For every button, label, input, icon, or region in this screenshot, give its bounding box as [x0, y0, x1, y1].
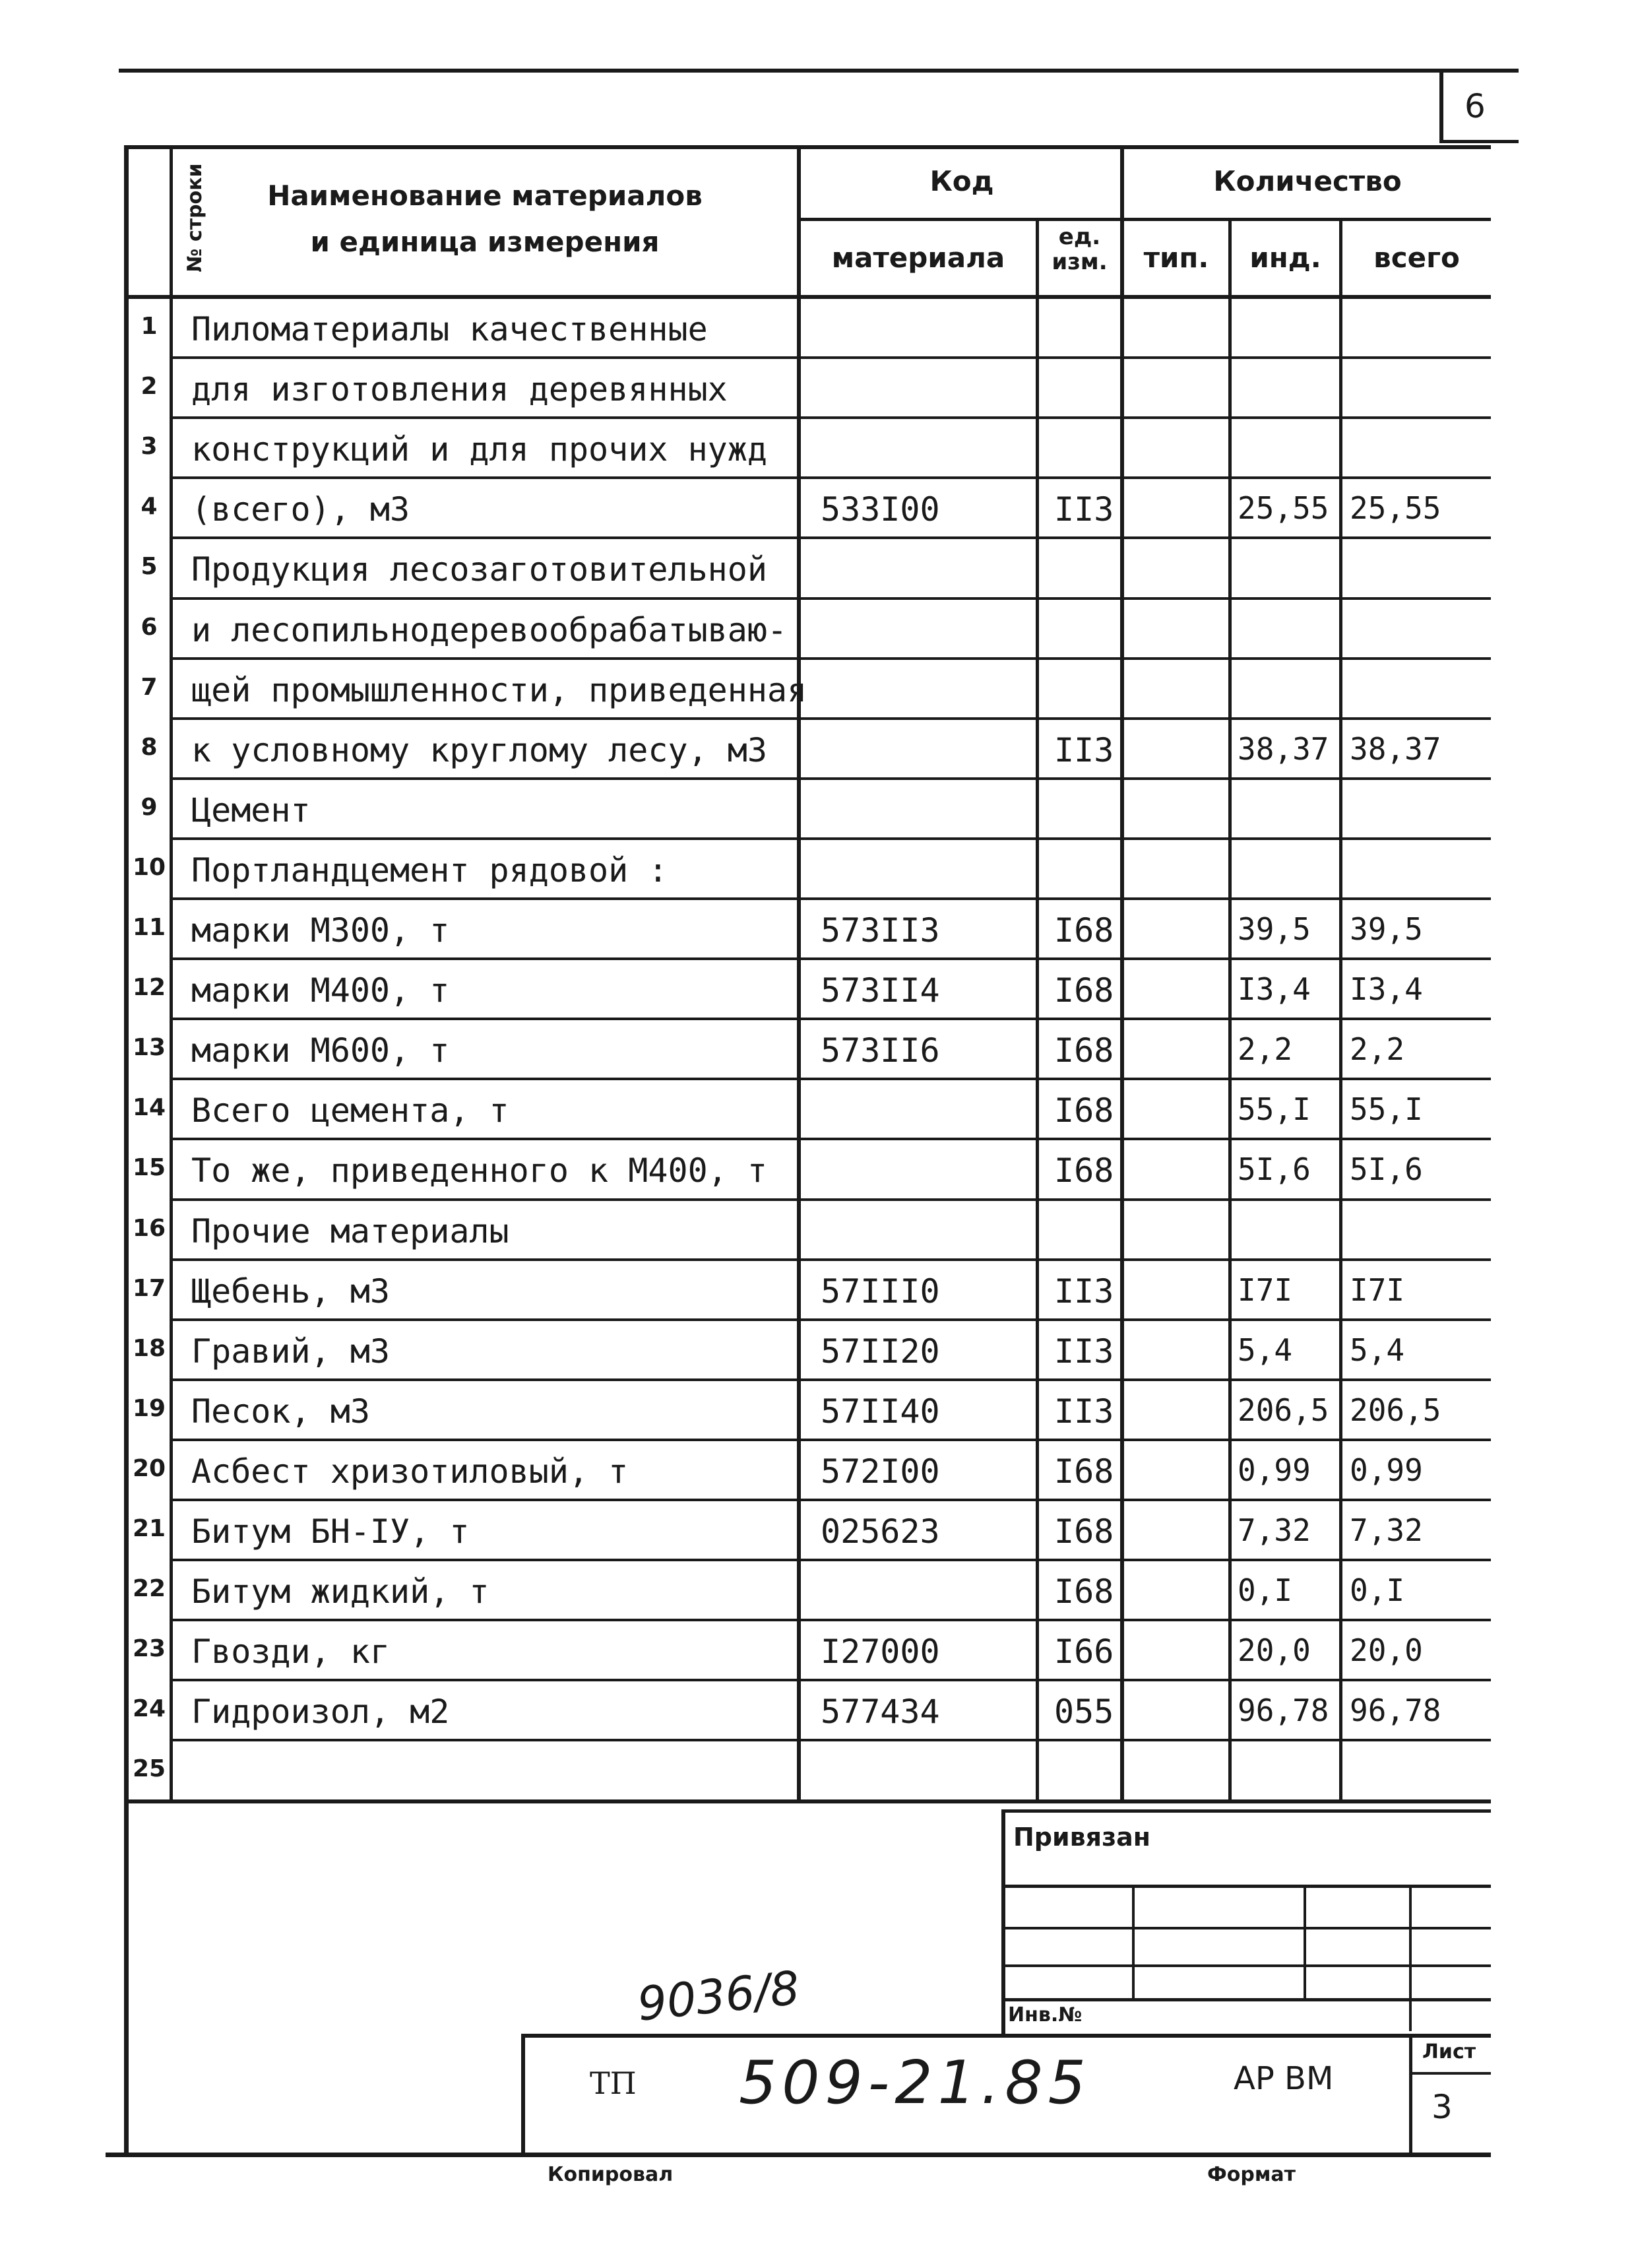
stamp-sheet-left — [1409, 2034, 1412, 2153]
row-separator — [170, 1378, 1491, 1381]
row-name: для изготовления деревянных — [191, 370, 728, 409]
row-ind: 2,2 — [1238, 1031, 1293, 1068]
row-number: 4 — [141, 493, 158, 521]
handwritten-number: 9036/8 — [635, 1960, 802, 2032]
row-unit: I66 — [1054, 1633, 1114, 1671]
header-row-no: № строки — [183, 163, 206, 273]
row-name: марки М300, т — [191, 911, 450, 950]
row-number: 8 — [141, 733, 158, 761]
row-ind: 96,78 — [1238, 1693, 1329, 1729]
row-name: Щебень, м3 — [191, 1272, 391, 1311]
row-ind: 20,0 — [1238, 1633, 1311, 1669]
row-code: 025623 — [821, 1512, 940, 1551]
row-name: Битум БН-IУ, т — [191, 1512, 470, 1551]
row-total: 7,32 — [1350, 1512, 1423, 1548]
row-ind: 0,I — [1238, 1572, 1293, 1609]
row-unit: II3 — [1054, 1392, 1114, 1431]
row-ind: I3,4 — [1238, 971, 1311, 1008]
row-unit: II3 — [1054, 490, 1114, 529]
row-number: 18 — [132, 1334, 166, 1362]
row-name: щей промышленности, приведенная — [191, 670, 807, 709]
row-number: 2 — [141, 373, 158, 401]
row-number: 24 — [132, 1695, 166, 1723]
row-total: 96,78 — [1350, 1693, 1441, 1729]
row-ind: 7,32 — [1238, 1512, 1311, 1548]
row-unit: II3 — [1054, 1272, 1114, 1311]
stamp-tp: ТП — [590, 2065, 637, 2101]
row-total: I7I — [1350, 1272, 1405, 1308]
stamp-line-2 — [1001, 1927, 1491, 1929]
page-number-underline — [1439, 140, 1519, 143]
row-code: 572I00 — [821, 1452, 940, 1491]
col-divider-unit — [1120, 146, 1124, 1803]
row-number: 23 — [132, 1635, 166, 1663]
row-name: Всего цемента, т — [191, 1091, 509, 1130]
page-number: 6 — [1464, 87, 1486, 125]
frame-top — [124, 145, 1491, 149]
stamp-col-2 — [1304, 1886, 1306, 1999]
row-separator — [170, 536, 1491, 539]
row-number: 10 — [132, 853, 166, 881]
row-total: 206,5 — [1350, 1392, 1441, 1428]
row-code: 57II40 — [821, 1392, 940, 1431]
row-separator — [170, 957, 1491, 960]
row-unit: I68 — [1054, 1151, 1114, 1190]
row-separator — [170, 1439, 1491, 1441]
stamp-main-top — [521, 2034, 1491, 2038]
stamp-privyazan: Привязан — [1013, 1823, 1151, 1852]
row-separator — [170, 597, 1491, 600]
row-separator — [170, 1198, 1491, 1201]
row-code: I27000 — [821, 1633, 940, 1671]
row-name: Цемент — [191, 791, 311, 829]
row-separator — [170, 1258, 1491, 1261]
row-separator — [170, 1739, 1491, 1741]
row-total: 0,99 — [1350, 1452, 1423, 1488]
row-number: 6 — [141, 613, 158, 641]
row-code: 573II4 — [821, 971, 940, 1010]
frame-bottom — [106, 2153, 1491, 2157]
footer-copied: Копировал — [548, 2163, 674, 2186]
row-name: Пиломатериалы качественные — [191, 310, 708, 348]
row-separator — [170, 777, 1491, 780]
row-number: 13 — [132, 1034, 166, 1062]
header-qty-ind: инд. — [1249, 242, 1321, 274]
header-qty-total: всего — [1373, 242, 1460, 274]
row-name: к условному круглому лесу, м3 — [191, 730, 767, 769]
row-code: 573II3 — [821, 911, 940, 950]
stamp-main-left — [521, 2034, 525, 2153]
row-total: 5I,6 — [1350, 1151, 1423, 1188]
row-number: 16 — [132, 1214, 166, 1242]
row-name: Гидроизол, м2 — [191, 1693, 450, 1732]
row-separator — [170, 1619, 1491, 1621]
row-total: 0,I — [1350, 1572, 1405, 1609]
row-name: Асбест хризотиловый, т — [191, 1452, 629, 1491]
stamp-line-1 — [1001, 1885, 1491, 1888]
stamp-section: АР ВМ — [1234, 2060, 1334, 2097]
row-number: 19 — [132, 1394, 166, 1422]
row-ind: 206,5 — [1238, 1392, 1329, 1428]
row-name: (всего), м3 — [191, 490, 410, 529]
row-name: То же, приведенного к М400, т — [191, 1151, 767, 1190]
row-number: 17 — [132, 1274, 166, 1302]
stamp-sheet-label: Лист — [1422, 2040, 1476, 2063]
stamp-privyazan-top — [1001, 1809, 1491, 1813]
row-separator — [170, 1138, 1491, 1140]
row-name: Песок, м3 — [191, 1392, 370, 1431]
row-code: 573II6 — [821, 1031, 940, 1070]
stamp-line-3 — [1001, 1964, 1491, 1967]
stamp-col-3 — [1409, 1886, 1412, 2031]
col-divider-no — [170, 146, 173, 1803]
stamp-line-4 — [1001, 1998, 1491, 2001]
frame-left — [124, 146, 129, 2156]
header-bottom-line — [124, 295, 1491, 299]
stamp-project-code: 509-21.85 — [739, 2048, 1091, 2118]
row-separator — [170, 897, 1491, 900]
row-total: 25,55 — [1350, 490, 1441, 527]
stamp-sheet-number: 3 — [1432, 2088, 1453, 2126]
row-separator — [170, 1318, 1491, 1321]
row-name: Битум жидкий, т — [191, 1572, 489, 1611]
row-number: 9 — [141, 793, 158, 821]
stamp-inv-no: Инв.№ — [1008, 2003, 1083, 2026]
col-divider-code — [1036, 218, 1039, 1803]
row-unit: I68 — [1054, 911, 1114, 950]
header-qty-typ: тип. — [1143, 242, 1209, 274]
row-name: Гравий, м3 — [191, 1332, 391, 1371]
row-ind: 38,37 — [1238, 730, 1329, 767]
header-mid-line — [797, 218, 1491, 221]
row-code: 57II20 — [821, 1332, 940, 1371]
row-number: 7 — [141, 673, 158, 701]
row-total: 20,0 — [1350, 1633, 1423, 1669]
row-code: 57III0 — [821, 1272, 940, 1311]
header-name-line2: и единица измерения — [310, 226, 660, 258]
row-total: I3,4 — [1350, 971, 1423, 1008]
row-total: 2,2 — [1350, 1031, 1405, 1068]
row-number: 3 — [141, 433, 158, 461]
page-number-divider — [1439, 69, 1443, 143]
row-separator — [170, 717, 1491, 720]
row-name: Портландцемент рядовой : — [191, 851, 668, 890]
header-code-unit: ед. изм. — [1052, 224, 1108, 275]
row-name: марки М400, т — [191, 971, 450, 1010]
row-name: и лесопильнодеревообрабатываю- — [191, 610, 788, 649]
row-ind: 0,99 — [1238, 1452, 1311, 1488]
row-unit: I68 — [1054, 1091, 1114, 1130]
col-divider-name — [797, 146, 801, 1803]
row-separator — [170, 416, 1491, 419]
row-unit: I68 — [1054, 1452, 1114, 1491]
row-number: 25 — [132, 1755, 166, 1783]
row-number: 22 — [132, 1575, 166, 1603]
row-name: Продукция лесозаготовительной — [191, 550, 767, 589]
row-separator — [170, 657, 1491, 660]
row-ind: 55,I — [1238, 1091, 1311, 1128]
row-unit: 055 — [1054, 1693, 1114, 1732]
row-name: Прочие материалы — [191, 1212, 509, 1250]
row-total: 55,I — [1350, 1091, 1423, 1128]
row-separator — [170, 837, 1491, 840]
row-unit: I68 — [1054, 1031, 1114, 1070]
row-separator — [170, 1559, 1491, 1561]
row-total: 5,4 — [1350, 1332, 1405, 1368]
row-unit: I68 — [1054, 1512, 1114, 1551]
row-total: 38,37 — [1350, 730, 1441, 767]
col-divider-ind — [1339, 218, 1342, 1803]
row-number: 21 — [132, 1515, 166, 1542]
table-bottom-line — [124, 1799, 1491, 1803]
row-unit: II3 — [1054, 730, 1114, 769]
row-ind: 5I,6 — [1238, 1151, 1311, 1188]
row-number: 1 — [141, 313, 158, 340]
stamp-col-1 — [1132, 1886, 1135, 1999]
row-unit: I68 — [1054, 1572, 1114, 1611]
row-separator — [170, 1679, 1491, 1681]
row-ind: 5,4 — [1238, 1332, 1293, 1368]
header-code-material: материала — [831, 242, 1005, 274]
row-separator — [170, 1078, 1491, 1080]
row-number: 14 — [132, 1094, 166, 1122]
row-separator — [170, 1018, 1491, 1020]
row-code: 577434 — [821, 1693, 940, 1732]
header-name-line1: Наименование материалов — [267, 179, 703, 212]
header-quantity: Количество — [1213, 165, 1402, 197]
row-name: Гвозди, кг — [191, 1633, 391, 1671]
row-ind: 25,55 — [1238, 490, 1329, 527]
row-number: 20 — [132, 1454, 166, 1482]
row-separator — [170, 356, 1491, 359]
row-unit: II3 — [1054, 1332, 1114, 1371]
row-separator — [170, 1499, 1491, 1501]
row-separator — [170, 476, 1491, 479]
row-name: марки М600, т — [191, 1031, 450, 1070]
row-number: 12 — [132, 974, 166, 1002]
row-number: 5 — [141, 553, 158, 581]
row-code: 533I00 — [821, 490, 940, 529]
col-divider-typ — [1228, 218, 1232, 1803]
row-total: 39,5 — [1350, 911, 1423, 947]
row-name: конструкций и для прочих нужд — [191, 430, 767, 469]
footer-format: Формат — [1207, 2163, 1296, 2186]
top-border — [119, 69, 1519, 73]
row-ind: 39,5 — [1238, 911, 1311, 947]
header-code: Код — [929, 165, 994, 197]
row-ind: I7I — [1238, 1272, 1293, 1308]
row-number: 11 — [132, 914, 166, 941]
row-unit: I68 — [1054, 971, 1114, 1010]
row-number: 15 — [132, 1154, 166, 1182]
stamp-sheet-divider — [1409, 2072, 1491, 2075]
